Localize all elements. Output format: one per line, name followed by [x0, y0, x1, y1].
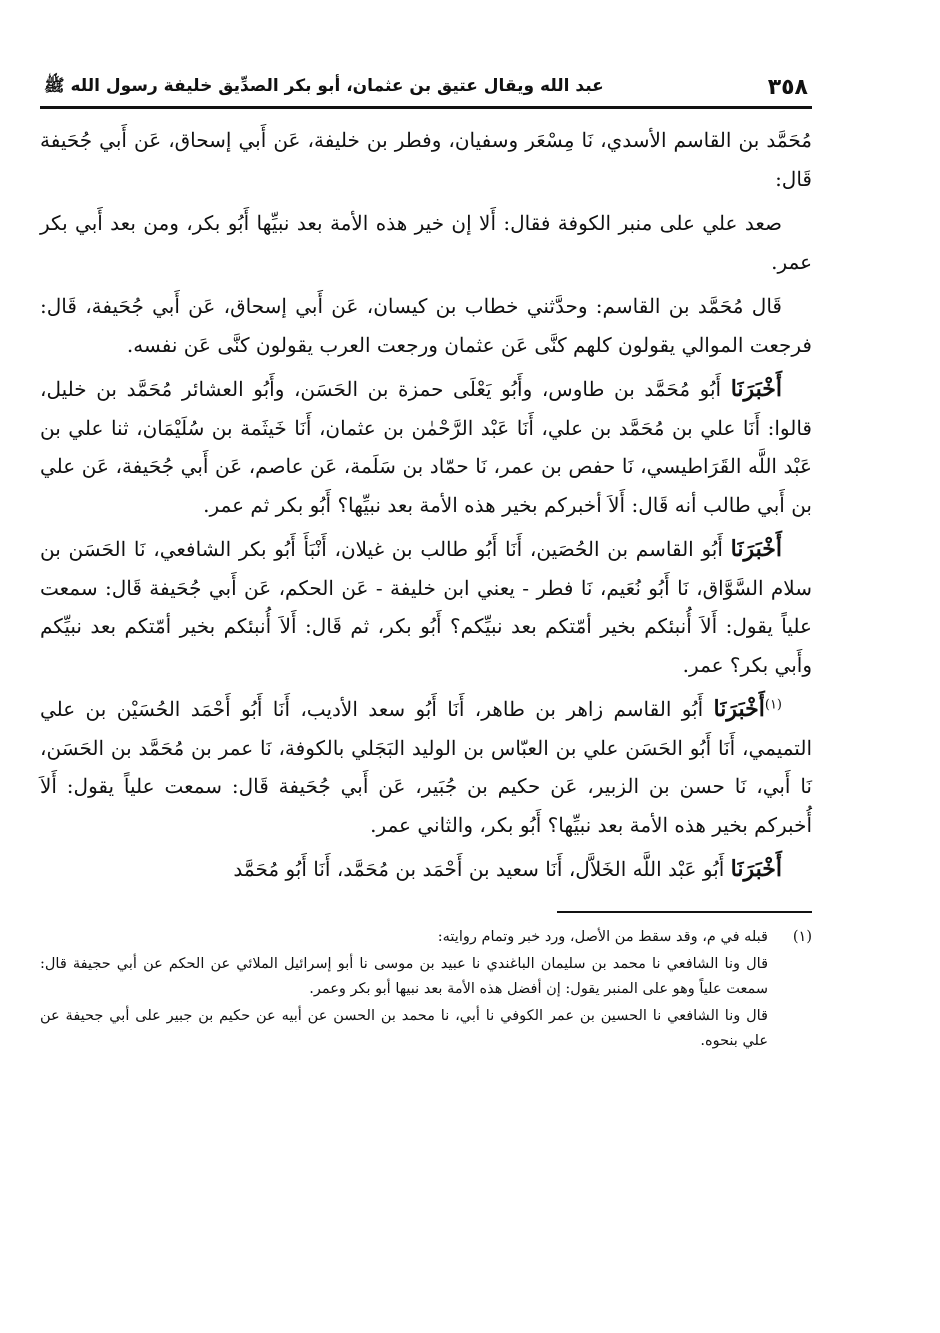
running-title: عبد الله ويقال عتيق بن عثمان، أبو بكر الصدِّيق خليفة رسول الله ﷺ	[44, 76, 604, 96]
paragraph-text: أَبُو عَبْد اللَّه الخَلاَّل، أَنَا سعيد بن أَحْمَد بن مُحَمَّد، أَنَا أَبُو مُحَمَّد	[233, 857, 725, 881]
book-page	[40, 60, 812, 1056]
footnote-marker: (١)	[764, 697, 782, 713]
akhbarana-lead: أَخْبَرَنَا	[730, 376, 783, 402]
footnotes	[40, 925, 812, 1056]
akhbarana-lead: أَخْبَرَنَا	[730, 856, 782, 882]
paragraph-5	[40, 530, 812, 684]
footnote-line: قبله في م، وقد سقط من الأصل، ورد خبر وتمام روايته:	[437, 928, 768, 945]
footnote-line: قال ونا الشافعي نا الحسين بن عمر الكوفي نا أبي، نا محمد بن الحسن عن أبيه عن حكيم بن جبير على أبي جحيفة عن علي بنحوه.	[40, 1007, 768, 1049]
footnote-number: (١)	[792, 928, 812, 945]
akhbarana-lead: أَخْبَرَنَا	[730, 536, 782, 562]
paragraph-4	[40, 370, 812, 524]
footnote-separator	[557, 911, 812, 913]
paragraph-6	[40, 690, 812, 844]
paragraph-text: أَبُو مُحَمَّد بن طاوس، وأَبُو يَعْلَى حمزة بن الحَسَن، وأَبُو العشائر مُحَمَّد بن خليل، قالوا: أَنَا علي بن مُحَمَّد بن علي، أَنَا عَبْد الرَّحْمٰن بن عثمان، أَنَا خَيثَمة بن سُلَيْمَان، ثنا علي بن عَبْد اللَّه القَرَاطيسي، نَا حفص بن عمر، نَا حمّاد بن سَلَمة، عَن عاصم، عَن أَبي جُحَيفة، عَن علي بن أَبي طالب أنه قَال: أَلاَ أخبركم بخير هذه الأمة بعد نبيِّها؟ أَبُو بكر ثم عمر.	[40, 377, 812, 517]
footnote-body	[40, 925, 768, 1056]
paragraph-text: قَال مُحَمَّد بن القاسم: وحدَّثني خطاب بن كيسان، عَن أَبي إسحاق، عَن أَبي جُحَيفة، قَال: فرجعت الموالي يقولون كلهم كنَّى عَن عثمان ورجعت العرب يقولون كنَّى عَن نفسه.	[40, 294, 812, 357]
footnote-line: قال ونا الشافعي نا محمد بن سليمان الباغندي نا عبيد بن موسى نا أبو إسرائيل الملائي عن الحكم عن أبي حجيفة قال: سمعت علياً وهو على المنبر يقول: إن أفضل هذه الأمة بعد نبيها أبو بكر وعمر.	[40, 955, 768, 997]
paragraph-3	[40, 287, 812, 364]
paragraph-1	[40, 121, 812, 198]
paragraph-text: أَبُو القاسم زاهر بن طاهر، أَنَا أَبُو سعد الأديب، أَنَا أَبُو أَحْمَد الحُسَيْن بن علي التميمي، أَنَا أَبُو الحَسَن علي بن العبّاس بن الوليد البَجَلي بالكوفة، نَا عمر بن مُحَمَّد بن الحَسَن، نَا أَبي، نَا حسن بن الزبير، عَن حكيم بن جُبَير، عَن أَبي جُحَيفة قَال: سمعت علياً يقول: أَلاَ أُخبركم بخير هذه الأمة بعد نبيِّها؟ أَبُو بكر، والثاني عمر.	[40, 697, 812, 837]
akhbarana-lead: أَخْبَرَنَا	[713, 696, 765, 722]
paragraph-7	[40, 850, 812, 889]
paragraph-text: أَبُو القاسم بن الحُصَين، أَنَا أَبُو طالب بن غيلان، أَنْبَأَ أَبُو بكر الشافعي، نَا الحَسَن بن سلام السَّوَّاق، نَا أَبُو نُعَيم، نَا فطر - يعني ابن خليفة - عَن الحكم، عَن أَبي جُحَيفة قَال: سمعت علياً يقول: أَلاَ أُنبئكم بخير أمّتكم بعد نبيِّكم؟ أَبُو بكر، ثم قَال: أَلاَ أُنبئكم بخير أمّتكم بعد نبيِّكم وأَبي بكر؟ عمر.	[40, 537, 812, 677]
footnote-1	[40, 925, 812, 1056]
page-number: ٣٥٨	[767, 75, 808, 100]
paragraph-text: صعد علي على منبر الكوفة فقال: أَلا إن خير هذه الأمة بعد نبيِّها أَبُو بكر، ومن بعد أَبي بكر عمر.	[40, 211, 812, 274]
paragraph-text: مُحَمَّد بن القاسم الأسدي، نَا مِسْعَر وسفيان، وفطر بن خليفة، عَن أَبي إسحاق، عَن أَبي جُحَيفة قَال:	[40, 128, 812, 191]
paragraph-2	[40, 204, 812, 281]
main-text	[40, 121, 812, 889]
page-header	[40, 60, 812, 109]
